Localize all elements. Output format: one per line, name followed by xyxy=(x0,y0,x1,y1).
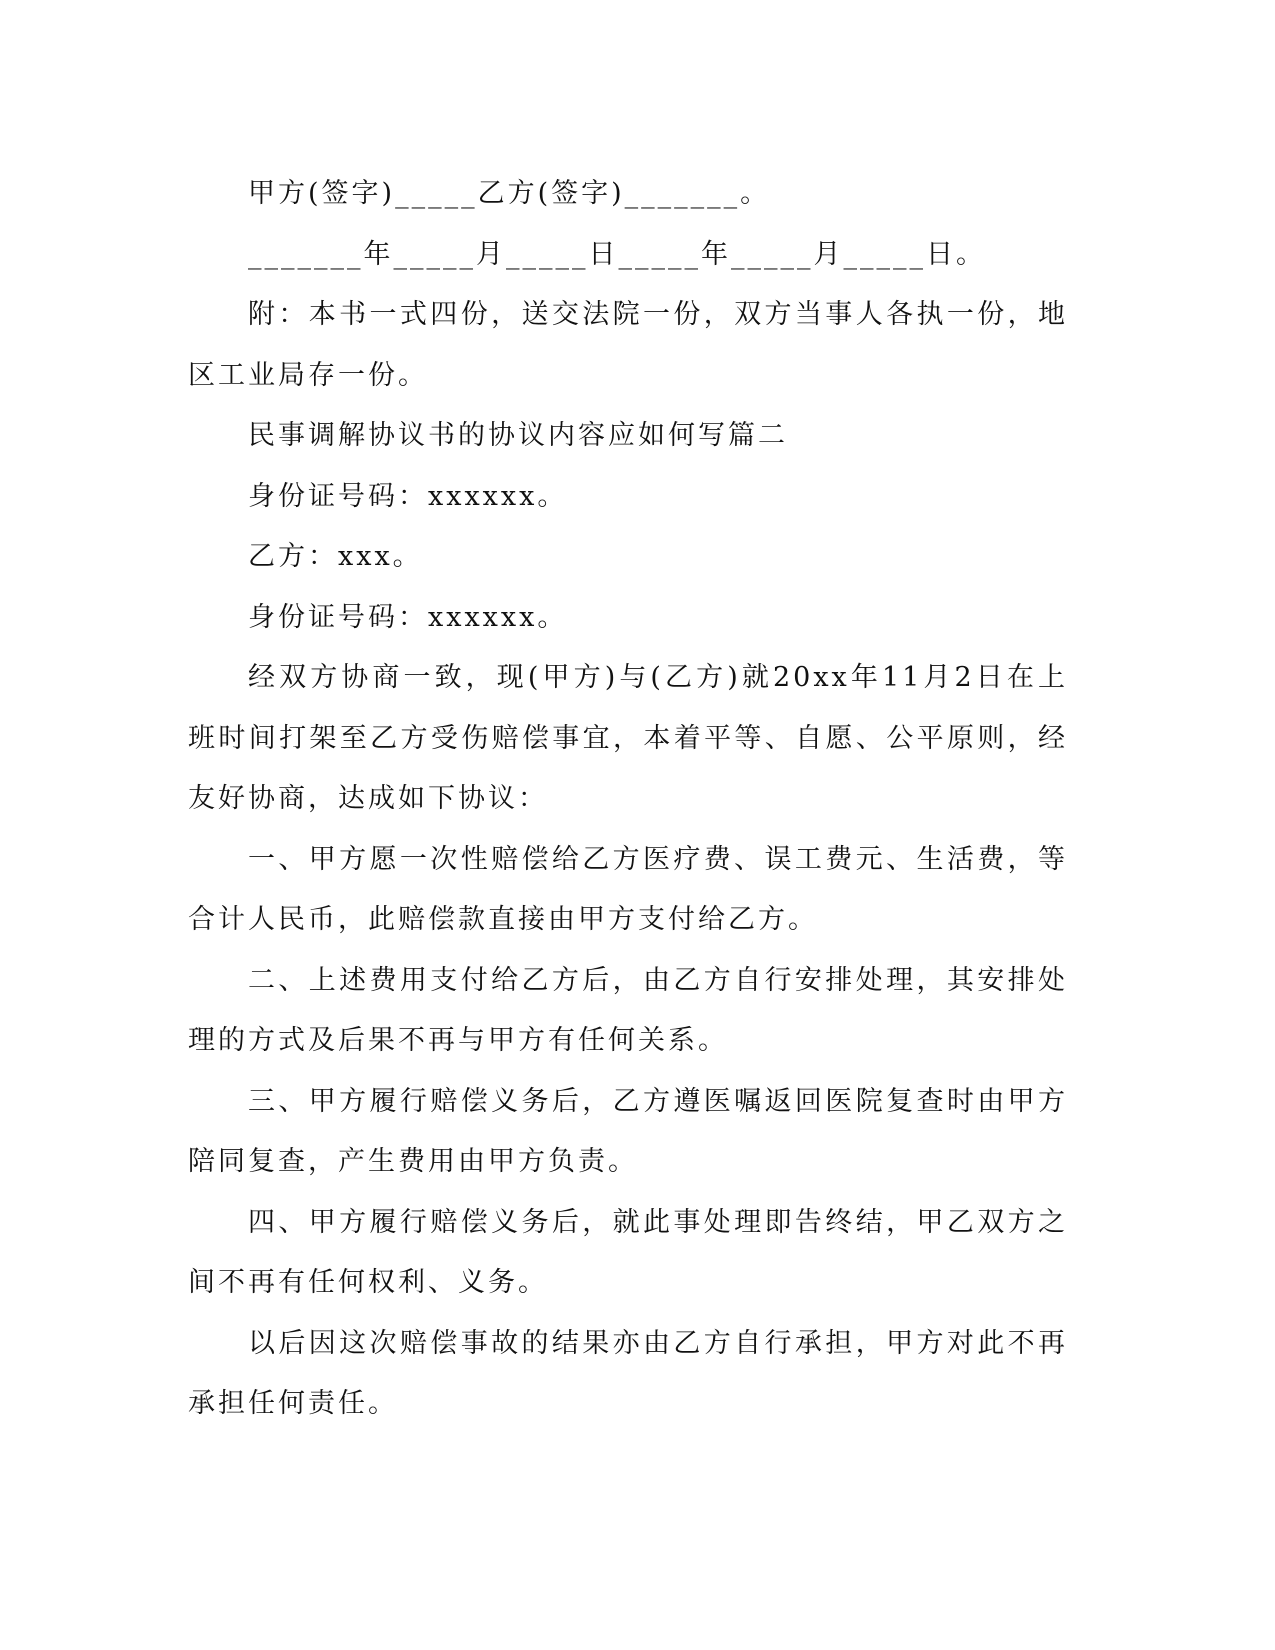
section-heading: 民事调解协议书的协议内容应如何写篇二 xyxy=(248,420,788,451)
closing-statement: 以后因这次赔偿事故的结果亦由乙方自行承担，甲方对此不再承担任何责任。 xyxy=(188,1327,1068,1419)
agreement-preamble: 经双方协商一致，现(甲方)与(乙方)就20xx年11月2日在上班时间打架至乙方受伤赔偿事宜，本着平等、自愿、公平原则，经友好协商，达成如下协议： xyxy=(188,662,1068,814)
signature-line: 甲方(签字)_____乙方(签字)_______。 xyxy=(248,178,771,209)
clause-1: 一、甲方愿一次性赔偿给乙方医疗费、误工费元、生活费，等合计人民币，此赔偿款直接由甲方支付给乙方。 xyxy=(188,843,1068,935)
appendix-note: 附：本书一式四份，送交法院一份，双方当事人各执一份，地区工业局存一份。 xyxy=(188,299,1068,391)
clause-4: 四、甲方履行赔偿义务后，就此事处理即告终结，甲乙双方之间不再有任何权利、义务。 xyxy=(188,1206,1068,1298)
party-b-id-number: 身份证号码：xxxxxx。 xyxy=(248,601,568,633)
party-a-id-number: 身份证号码：xxxxxx。 xyxy=(248,480,568,512)
party-b-name: 乙方：xxx。 xyxy=(248,541,423,572)
document-body xyxy=(188,164,1068,1435)
date-line: _______年_____月_____日_____年_____月_____日。 xyxy=(248,238,986,270)
clause-3: 三、甲方履行赔偿义务后，乙方遵医嘱返回医院复查时由甲方陪同复查，产生费用由甲方负责。 xyxy=(188,1085,1068,1177)
clause-2: 二、上述费用支付给乙方后，由乙方自行安排处理，其安排处理的方式及后果不再与甲方有任何关系。 xyxy=(188,964,1068,1056)
